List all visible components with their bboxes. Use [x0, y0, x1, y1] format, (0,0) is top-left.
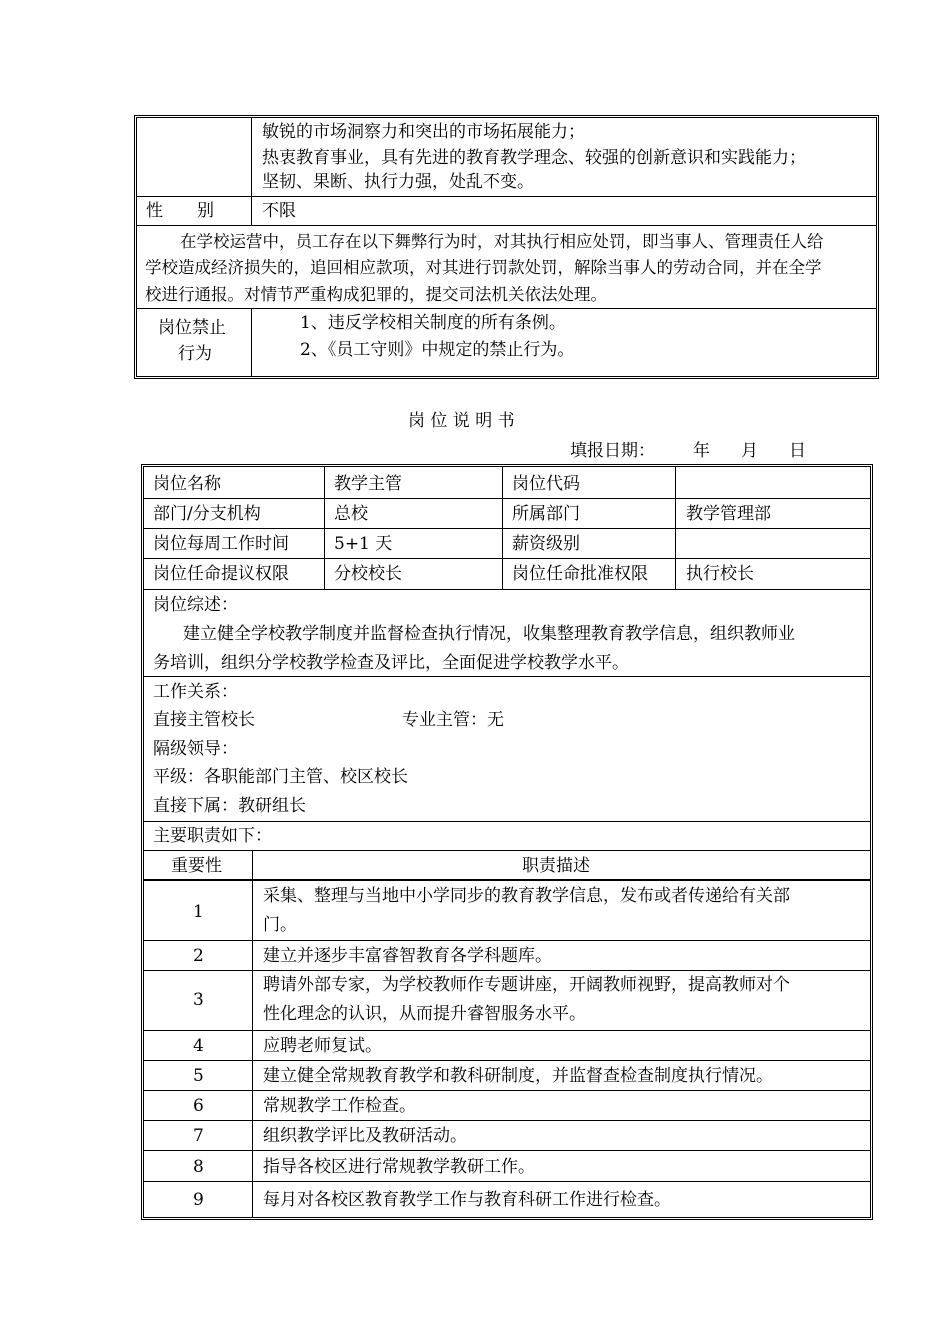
summary-text: 建立健全学校教学制度并监督检查执行情况，收集整理教育教学信息，组织教师业 — [183, 624, 795, 644]
importance-rank: 3 — [193, 990, 204, 1010]
summary-text: 务培训，组织分学校教学检查及评比，全面促进学校教学水平。 — [153, 653, 629, 673]
prohibited-item: 2、《员工守则》中规定的禁止行为。 — [300, 340, 575, 360]
prohibited-label: 岗位禁止 — [158, 318, 226, 338]
duty-description: 聘请外部专家，为学校教师作专题讲座，开阔教师视野，提高教师对个 — [263, 975, 790, 995]
gender-value: 不限 — [262, 201, 296, 221]
relations-label: 工作关系： — [153, 682, 238, 702]
peer-positions: 平级：各职能部门主管、校区校长 — [153, 767, 408, 787]
info-value: 教学主管 — [334, 474, 402, 494]
duty-description: 组织教学评比及教研活动。 — [263, 1126, 467, 1146]
info-value: 执行校长 — [686, 564, 754, 584]
penalty-text: 学校造成经济损失的，追回相应款项，对其进行罚款处罚，解除当事人的劳动合同，并在全学 — [145, 258, 822, 277]
importance-rank: 8 — [193, 1157, 204, 1177]
divider — [675, 467, 676, 589]
divider — [137, 225, 876, 226]
info-value: 分校校长 — [334, 564, 402, 584]
date-day: 日 — [789, 441, 806, 461]
divider — [252, 850, 253, 1217]
info-label: 薪资级别 — [512, 534, 580, 554]
duty-description: 每月对各校区教育教学工作与教育科研工作进行检查。 — [263, 1190, 671, 1210]
qualification-line: 热衷教育事业，具有先进的教育教学理念、较强的创新意识和实践能力； — [262, 148, 806, 168]
divider — [251, 118, 252, 225]
penalty-text: 在学校运营中，员工存在以下舞弊行为时，对其执行相应处罚，即当事人、管理责任人给 — [180, 232, 824, 251]
divider — [502, 467, 503, 589]
duty-description: 常规教学工作检查。 — [263, 1096, 416, 1116]
info-value: 5+1 天 — [334, 534, 393, 554]
divider — [324, 467, 325, 589]
duty-description: 门。 — [263, 915, 297, 935]
penalty-text: 校进行通报。对情节严重构成犯罪的，提交司法机关依法处理。 — [145, 285, 607, 304]
summary-label: 岗位综述： — [153, 595, 238, 615]
duty-description: 性化理念的认识，从而提升睿智服务水平。 — [263, 1004, 586, 1024]
gender-label: 性 别 — [146, 201, 214, 221]
qualification-line: 坚韧、果断、执行力强，处乱不变。 — [262, 172, 534, 192]
divider — [137, 308, 876, 309]
duty-description: 采集、整理与当地中小学同步的教育教学信息，发布或者传递给有关部 — [263, 886, 790, 906]
prohibited-item: 1、违反学校相关制度的所有条例。 — [300, 313, 566, 333]
divider — [144, 558, 870, 559]
info-value: 总校 — [334, 504, 368, 524]
info-label: 岗位名称 — [153, 474, 221, 494]
professional-supervisor: 专业主管：无 — [402, 710, 504, 730]
importance-rank: 1 — [193, 902, 204, 922]
skip-level-leader: 隔级领导： — [153, 739, 238, 759]
divider — [137, 196, 876, 197]
importance-rank: 4 — [193, 1036, 204, 1056]
prohibited-label: 行为 — [178, 344, 212, 364]
info-label: 岗位任命提议权限 — [153, 564, 289, 584]
importance-rank: 6 — [193, 1096, 204, 1116]
qualification-line: 敏锐的市场洞察力和突出的市场拓展能力； — [262, 122, 585, 142]
info-label: 岗位每周工作时间 — [153, 534, 289, 554]
divider — [144, 676, 870, 677]
divider — [144, 589, 870, 590]
duty-description: 建立健全常规教育教学和教科研制度，并监督查检查制度执行情况。 — [263, 1066, 773, 1086]
divider — [251, 308, 252, 376]
importance-rank: 5 — [193, 1066, 204, 1086]
document-title: 岗 位 说 明 书 — [408, 411, 515, 431]
duty-description: 指导各校区进行常规教学教研工作。 — [263, 1157, 535, 1177]
info-label: 所属部门 — [512, 504, 580, 524]
column-header-description: 职责描述 — [522, 856, 590, 876]
duties-label: 主要职责如下： — [153, 826, 272, 846]
info-label: 部门/分支机构 — [153, 504, 261, 524]
column-header-importance: 重要性 — [171, 856, 222, 876]
duty-description: 建立并逐步丰富睿智教育各学科题库。 — [263, 946, 552, 966]
divider — [144, 821, 870, 822]
divider — [144, 498, 870, 499]
importance-rank: 9 — [193, 1190, 204, 1210]
date-label: 填报日期： — [570, 441, 655, 461]
importance-rank: 2 — [193, 946, 204, 966]
info-label: 岗位任命批准权限 — [512, 564, 648, 584]
date-month: 月 — [741, 441, 758, 461]
duty-description: 应聘老师复试。 — [263, 1036, 382, 1056]
direct-supervisor: 直接主管校长 — [153, 710, 255, 730]
info-label: 岗位代码 — [512, 474, 580, 494]
divider — [144, 528, 870, 529]
info-value: 教学管理部 — [686, 504, 771, 524]
importance-rank: 7 — [193, 1126, 204, 1146]
date-year: 年 — [693, 441, 710, 461]
direct-subordinates: 直接下属：教研组长 — [153, 796, 306, 816]
